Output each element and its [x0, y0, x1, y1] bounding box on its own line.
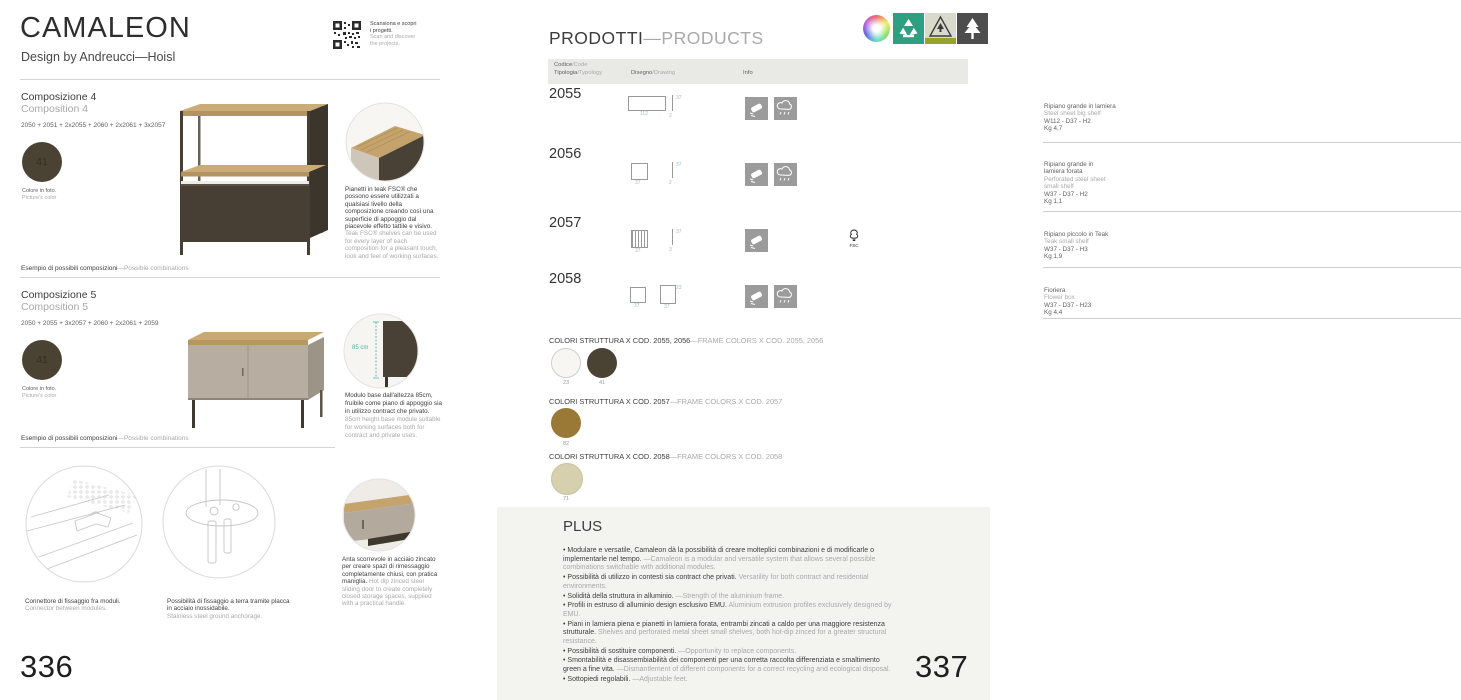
- plus-bullet: • Sottopiedi regolabili. —Adjustable feet.: [563, 675, 688, 683]
- products-header: PRODOTTI—PRODUCTS: [549, 28, 764, 48]
- width-dim: 37: [635, 180, 641, 186]
- swatch-code: 71: [562, 496, 570, 502]
- comp5-title-it: Composizione 5: [21, 289, 97, 301]
- frame-color-swatch: [551, 408, 581, 438]
- comp4-color-swatch: [22, 142, 62, 182]
- frame-color-swatch: [587, 348, 617, 378]
- comp4-rule: [20, 277, 440, 278]
- swatch-number: 41: [36, 354, 48, 366]
- weather-resistant-icon: [774, 163, 797, 186]
- header-rule: [20, 79, 440, 80]
- swatch-code: 41: [598, 380, 606, 386]
- easy-cleaning-icon: [745, 285, 768, 308]
- easy-cleaning-icon: [745, 163, 768, 186]
- row-separator: [1043, 267, 1461, 268]
- right-page: [495, 0, 1116, 700]
- comp5-title-en: Composition 5: [21, 301, 89, 313]
- plus-bullet: • Possibilità di utilizzo in contesti sia contract che privati. Versatility for both contract and residential environments.: [563, 574, 869, 590]
- top-view-drawing: [631, 163, 648, 180]
- easy-cleaning-icon: [745, 229, 768, 252]
- comp5-note: Modulo base dall'altezza 85cm, fruibile come piano di appoggio sia in utilizzo contract che privato. 85cm height base module suitable for working surfaces both for contract and private uses.: [345, 392, 442, 439]
- top-view-drawing: [628, 96, 666, 111]
- recycling-icon: [893, 13, 924, 44]
- product-code: 2055: [549, 86, 582, 102]
- side-view-drawing: [672, 162, 673, 178]
- product-description: Ripiano grande in lamiera Steel sheet big shelf W112 - D37 - H2 Kg 4,7: [1044, 103, 1116, 133]
- teak-shelf-detail-photo: [345, 102, 425, 182]
- designer-subtitle: Design by Andreucci—Hoisl: [21, 50, 176, 64]
- weather-resistant-icon: [774, 97, 797, 120]
- comp4-codes: 2050 + 2051 + 2x2055 + 2060 + 2x2061 + 3x2057: [21, 122, 166, 129]
- composition5-furniture-image: [182, 328, 330, 432]
- product-description: Fioriera Flower box W37 - D37 - H23 Kg 4,4: [1044, 287, 1092, 317]
- fsc-label: FSC: [849, 243, 859, 248]
- depth-dim: 37: [676, 229, 682, 235]
- tree-icon: [957, 13, 988, 44]
- col-drawing-header: Disegno/Drawing: [631, 70, 676, 76]
- comp5-rule: [20, 447, 335, 448]
- comp4-note: Pianetti in teak FSC® che possono essere utilizzati a qualsiasi livello della composizione creando così una superficie di appoggio dal piacevole effetto tattile e visivo. Teak FSC® shelves can be used for every layer of each composition for a pleasant touch, look and feel of working surfaces.: [345, 186, 439, 260]
- plus-bullet: • Possibilità di sostituire componenti. —Opportunity to replace components.: [563, 647, 797, 655]
- ground-anchorage-drawing: [162, 465, 276, 579]
- col-info-header: Info: [743, 70, 753, 76]
- easy-cleaning-icon: [745, 97, 768, 120]
- depth-dim: 37: [676, 95, 682, 101]
- product-code: 2058: [549, 271, 582, 287]
- plus-bullet: • Profili in estruso di alluminio design esclusivo EMU. Aluminium extrusion profiles exclusively designed by EMU.: [563, 602, 892, 618]
- front-view-drawing: [660, 285, 676, 304]
- anchorage-caption: Possibilità di fissaggio a terra tramite placca in acciaio inossidabile. Stainless steel ground anchorage.: [167, 598, 290, 620]
- right-page-number: 337: [915, 649, 969, 684]
- fsc-logo: [845, 228, 863, 252]
- color-wheel-icon: [861, 13, 892, 44]
- frame-colors-title: COLORI STRUTTURA X COD. 2058—FRAME COLORS X COD. 2058: [549, 452, 783, 461]
- comp4-footer: Esempio di possibili composizioni—Possible combinations: [21, 265, 189, 272]
- plus-title: PLUS: [563, 518, 603, 535]
- col-code-header: Codice/Code Tipologia/Typology: [554, 62, 603, 76]
- qr-caption: Scansiona e scopri i progetti. Scan and discover the projects.: [370, 21, 417, 47]
- height-dim: 3: [669, 247, 672, 253]
- side-view-drawing: [672, 95, 673, 111]
- weather-resistant-icon: [774, 285, 797, 308]
- module-connector-drawing: [25, 465, 143, 583]
- swatch-number: 41: [36, 156, 48, 168]
- top-view-drawing: [630, 287, 646, 303]
- frame-colors-title: COLORI STRUTTURA X COD. 2055, 2056—FRAME COLORS X COD. 2055, 2056: [549, 336, 824, 345]
- swatch-code: 23: [562, 380, 570, 386]
- row-separator: [1043, 211, 1461, 212]
- width-dim: 37: [634, 303, 640, 309]
- width-dim: 112: [640, 111, 648, 117]
- front-width-dim: 37: [664, 304, 670, 310]
- plus-bullet: • Modulare e versatile, Camaleon dà la possibilità di creare molteplici combinazioni e di modificarle o implementarle nel tempo. —Camaleon is a modular and versatile system that allows several possible combinations switchable with additional modules.: [563, 547, 876, 572]
- depth-dim: 37: [676, 162, 682, 168]
- sliding-door-detail-photo: [342, 478, 416, 552]
- frame-color-swatch: [551, 463, 583, 495]
- composition4-furniture-image: [170, 102, 335, 262]
- product-description: Ripiano piccolo in Teak Teak small shelf W37 - D37 - H3 Kg 1,9: [1044, 231, 1109, 261]
- height-dim: 23: [676, 285, 682, 291]
- width-dim: 37: [635, 248, 641, 254]
- comp4-title-en: Composition 4: [21, 103, 89, 115]
- frame-colors-title: COLORI STRUTTURA X COD. 2057—FRAME COLORS X COD. 2057: [549, 397, 783, 406]
- plus-bullet: • Smontabilità e disassembiabilità dei componenti per una corretta raccolta differenziata e smaltimento green a fine vita. —Dismantlement of different components for a correct recycling and ecological disposal.: [563, 657, 891, 674]
- qr-code: [332, 20, 362, 50]
- product-code: 2057: [549, 215, 582, 231]
- row-separator: [1043, 142, 1461, 143]
- height-dim: 2: [669, 113, 672, 119]
- product-description: Ripiano grande in lamiera forata Perforated steel sheet small shelf W37 - D37 - H2 Kg 1,1: [1044, 161, 1106, 206]
- comp5-footer: Esempio di possibili composizioni—Possible combinations: [21, 435, 189, 442]
- door-note: Anta scorrevole in acciaio zincato per creare spazi di rimessaggio completamente chiusi, con pratica maniglia. Hot dip zinced steel sliding door to create completely closed storage spaces, supplied with a practical handle.: [342, 556, 438, 608]
- plus-bullet: • Piani in lamiera piena e pianetti in lamiera forata, entrambi zincati a caldo per una maggiore resistenza strutturale. Shelves and perforated metal sheet small shelves, both hot-dip zinced for a greater structural resistance.: [563, 620, 887, 646]
- plus-bullet: • Solidità della struttura in alluminio. —Strength of the aluminium frame.: [563, 592, 785, 600]
- frame-color-swatch: [551, 348, 581, 378]
- side-view-drawing: [672, 229, 673, 245]
- connector-caption: Connettore di fissaggio fra moduli. Connector between modules.: [25, 598, 121, 613]
- left-page: [0, 0, 495, 700]
- plus-list: [563, 547, 897, 686]
- left-page-number: 336: [20, 649, 74, 684]
- comp5-codes: 2050 + 2055 + 3x2057 + 2060 + 2x2061 + 2059: [21, 320, 159, 327]
- table-header-band: [548, 59, 968, 84]
- base-module-detail-photo: [343, 313, 419, 389]
- height-dim: 2: [669, 180, 672, 186]
- comp4-title-it: Composizione 4: [21, 91, 97, 103]
- page-title: CAMALEON: [20, 12, 191, 44]
- comp5-color-swatch: [22, 340, 62, 380]
- row-separator: [1043, 318, 1461, 319]
- comp4-swatch-caption: Colore in foto. Picture's color: [22, 188, 57, 201]
- product-code: 2056: [549, 146, 582, 162]
- plus-panel: [497, 507, 990, 700]
- top-view-drawing: [631, 230, 648, 248]
- height-dimension-label: 85 cm: [352, 345, 369, 351]
- swatch-code: 82: [562, 441, 570, 447]
- comp5-swatch-caption: Colore in foto. Picture's color: [22, 386, 57, 399]
- fsc-certified-icon: [925, 13, 956, 44]
